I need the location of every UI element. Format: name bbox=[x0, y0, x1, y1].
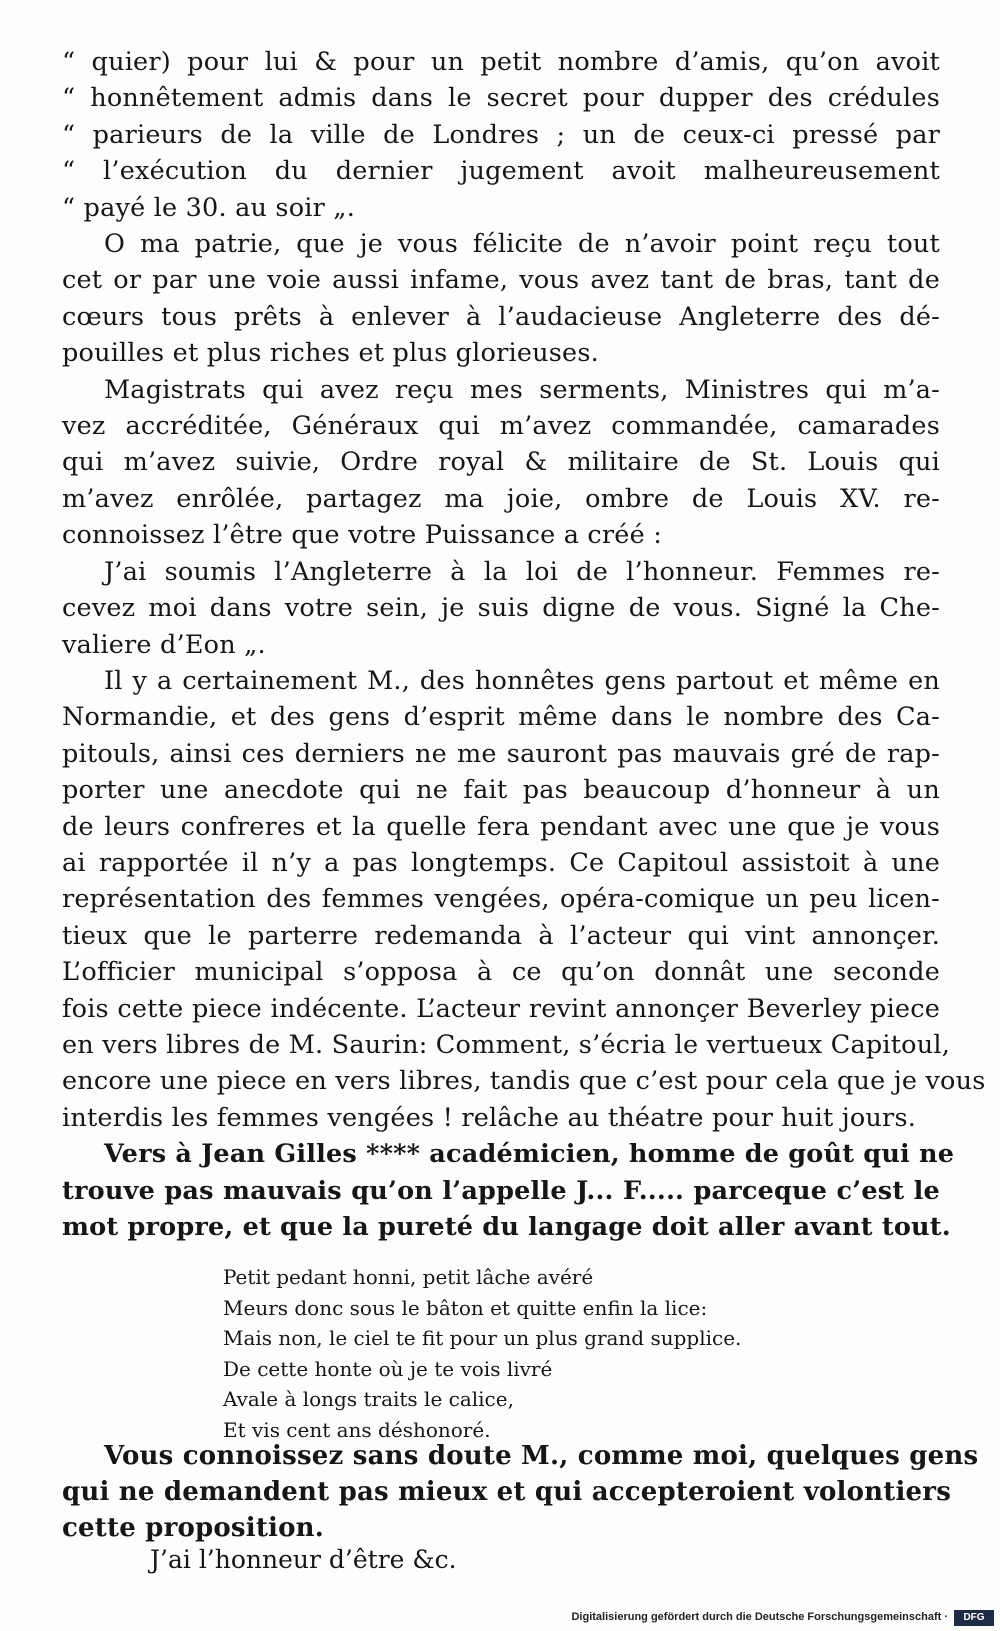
text-line: trouve pas mauvais qu’on l’appelle J... F..... parceque c’est le bbox=[62, 1175, 940, 1206]
closing-paragraph bbox=[62, 1438, 979, 1546]
text-line: Vous connoissez sans doute M., comme moi, quelques gens bbox=[104, 1441, 979, 1471]
poem-line: Et vis cent ans déshonoré. bbox=[223, 1417, 491, 1442]
text-line: valiere d’Eon „. bbox=[62, 629, 266, 660]
text-line: qui m’avez suivie, Ordre royal & militaire de St. Louis qui bbox=[62, 447, 940, 478]
text-line: J’ai soumis l’Angleterre à la loi de l’honneur. Femmes re- bbox=[104, 556, 940, 587]
text-line: de leurs confreres et la quelle fera pendant avec une que je vous bbox=[62, 811, 940, 842]
poem-line: Meurs donc sous le bâton et quitte enfin la lice: bbox=[223, 1295, 708, 1320]
text-line: “ honnêtement admis dans le secret pour dupper des crédules bbox=[62, 83, 940, 114]
digitization-credit: Digitalisierung gefördert durch die Deutsche Forschungsgemeinschaft · bbox=[571, 1611, 948, 1623]
dfg-logo-icon: DFG bbox=[954, 1610, 994, 1626]
text-line: “ quier) pour lui & pour un petit nombre d’amis, qu’on avoit bbox=[62, 47, 940, 77]
text-line: “ payé le 30. au soir „. bbox=[62, 192, 356, 223]
poem-line: Petit pedant honni, petit lâche avéré bbox=[223, 1265, 594, 1289]
text-line: L’officier municipal s’opposa à ce qu’on donnât une seconde bbox=[62, 957, 940, 988]
text-line: “ parieurs de la ville de Londres ; un de ceux-ci pressé par bbox=[62, 119, 940, 150]
text-line: Magistrats qui avez reçu mes serments, Ministres qui m’a- bbox=[104, 374, 940, 405]
text-line: tieux que le parterre redemanda à l’acteur qui vint annonçer. bbox=[62, 920, 940, 951]
text-line: cevez moi dans votre sein, je suis digne de vous. Signé la Che- bbox=[62, 593, 940, 624]
poem-line: De cette honte où je te vois livré bbox=[223, 1356, 553, 1381]
text-line: interdis les femmes vengées ! relâche au théatre pour huit jours. bbox=[62, 1102, 917, 1133]
text-line: pitouls, ainsi ces derniers ne me sauront pas mauvais gré de rap- bbox=[62, 738, 940, 769]
text-line: cet or par une voie aussi infame, vous avez tant de bras, tant de bbox=[62, 265, 940, 296]
poem-line: Avale à longs traits le calice, bbox=[223, 1387, 514, 1411]
text-line: m’avez enrôlée, partagez ma joie, ombre de Louis XV. re- bbox=[62, 483, 940, 514]
body-text bbox=[62, 44, 986, 1245]
text-line: pouilles et plus riches et plus glorieuses. bbox=[62, 338, 599, 369]
text-line: ai rapportée il n’y a pas longtemps. Ce Capitoul assistoit à une bbox=[62, 847, 940, 878]
text-line: connoissez l’être que votre Puissance a créé : bbox=[62, 520, 662, 551]
text-line: qui ne demandent pas mieux et qui accepteroient volontiers bbox=[62, 1477, 952, 1507]
text-line: Il y a certainement M., des honnêtes gens partout et même en bbox=[104, 665, 940, 696]
text-line: porter une anecdote qui ne fait pas beaucoup d’honneur à un bbox=[62, 775, 940, 806]
text-line: fois cette piece indécente. L’acteur revint annonçer Beverley piece bbox=[62, 993, 940, 1024]
text-line: O ma patrie, que je vous félicite de n’avoir point reçu tout bbox=[104, 229, 940, 260]
poem bbox=[223, 1262, 783, 1445]
text-line: cette proposition. bbox=[62, 1513, 325, 1543]
signature: J’ai l’honneur d’être &c. bbox=[150, 1545, 457, 1574]
text-line: encore une piece en vers libres, tandis que c’est pour cela que je vous bbox=[62, 1066, 986, 1097]
text-line: en vers libres de M. Saurin: Comment, s’écria le vertueux Capitoul, bbox=[62, 1029, 951, 1060]
text-line: vez accréditée, Généraux qui m’avez commandée, camarades bbox=[62, 411, 940, 442]
poem-line: Mais non, le ciel te fit pour un plus grand supplice. bbox=[223, 1326, 742, 1350]
text-line: cœurs tous prêts à enlever à l’audacieuse Angleterre des dé- bbox=[62, 301, 940, 332]
text-line: Vers à Jean Gilles **** académicien, homme de goût qui ne bbox=[104, 1139, 955, 1170]
text-line: représentation des femmes vengées, opéra-comique un peu licen- bbox=[62, 884, 940, 915]
text-line: Normandie, et des gens d’esprit même dans le nombre des Ca- bbox=[62, 702, 940, 733]
text-line: “ l’exécution du dernier jugement avoit malheureusement bbox=[62, 156, 940, 187]
text-line: mot propre, et que la pureté du langage doit aller avant tout. bbox=[62, 1212, 951, 1242]
